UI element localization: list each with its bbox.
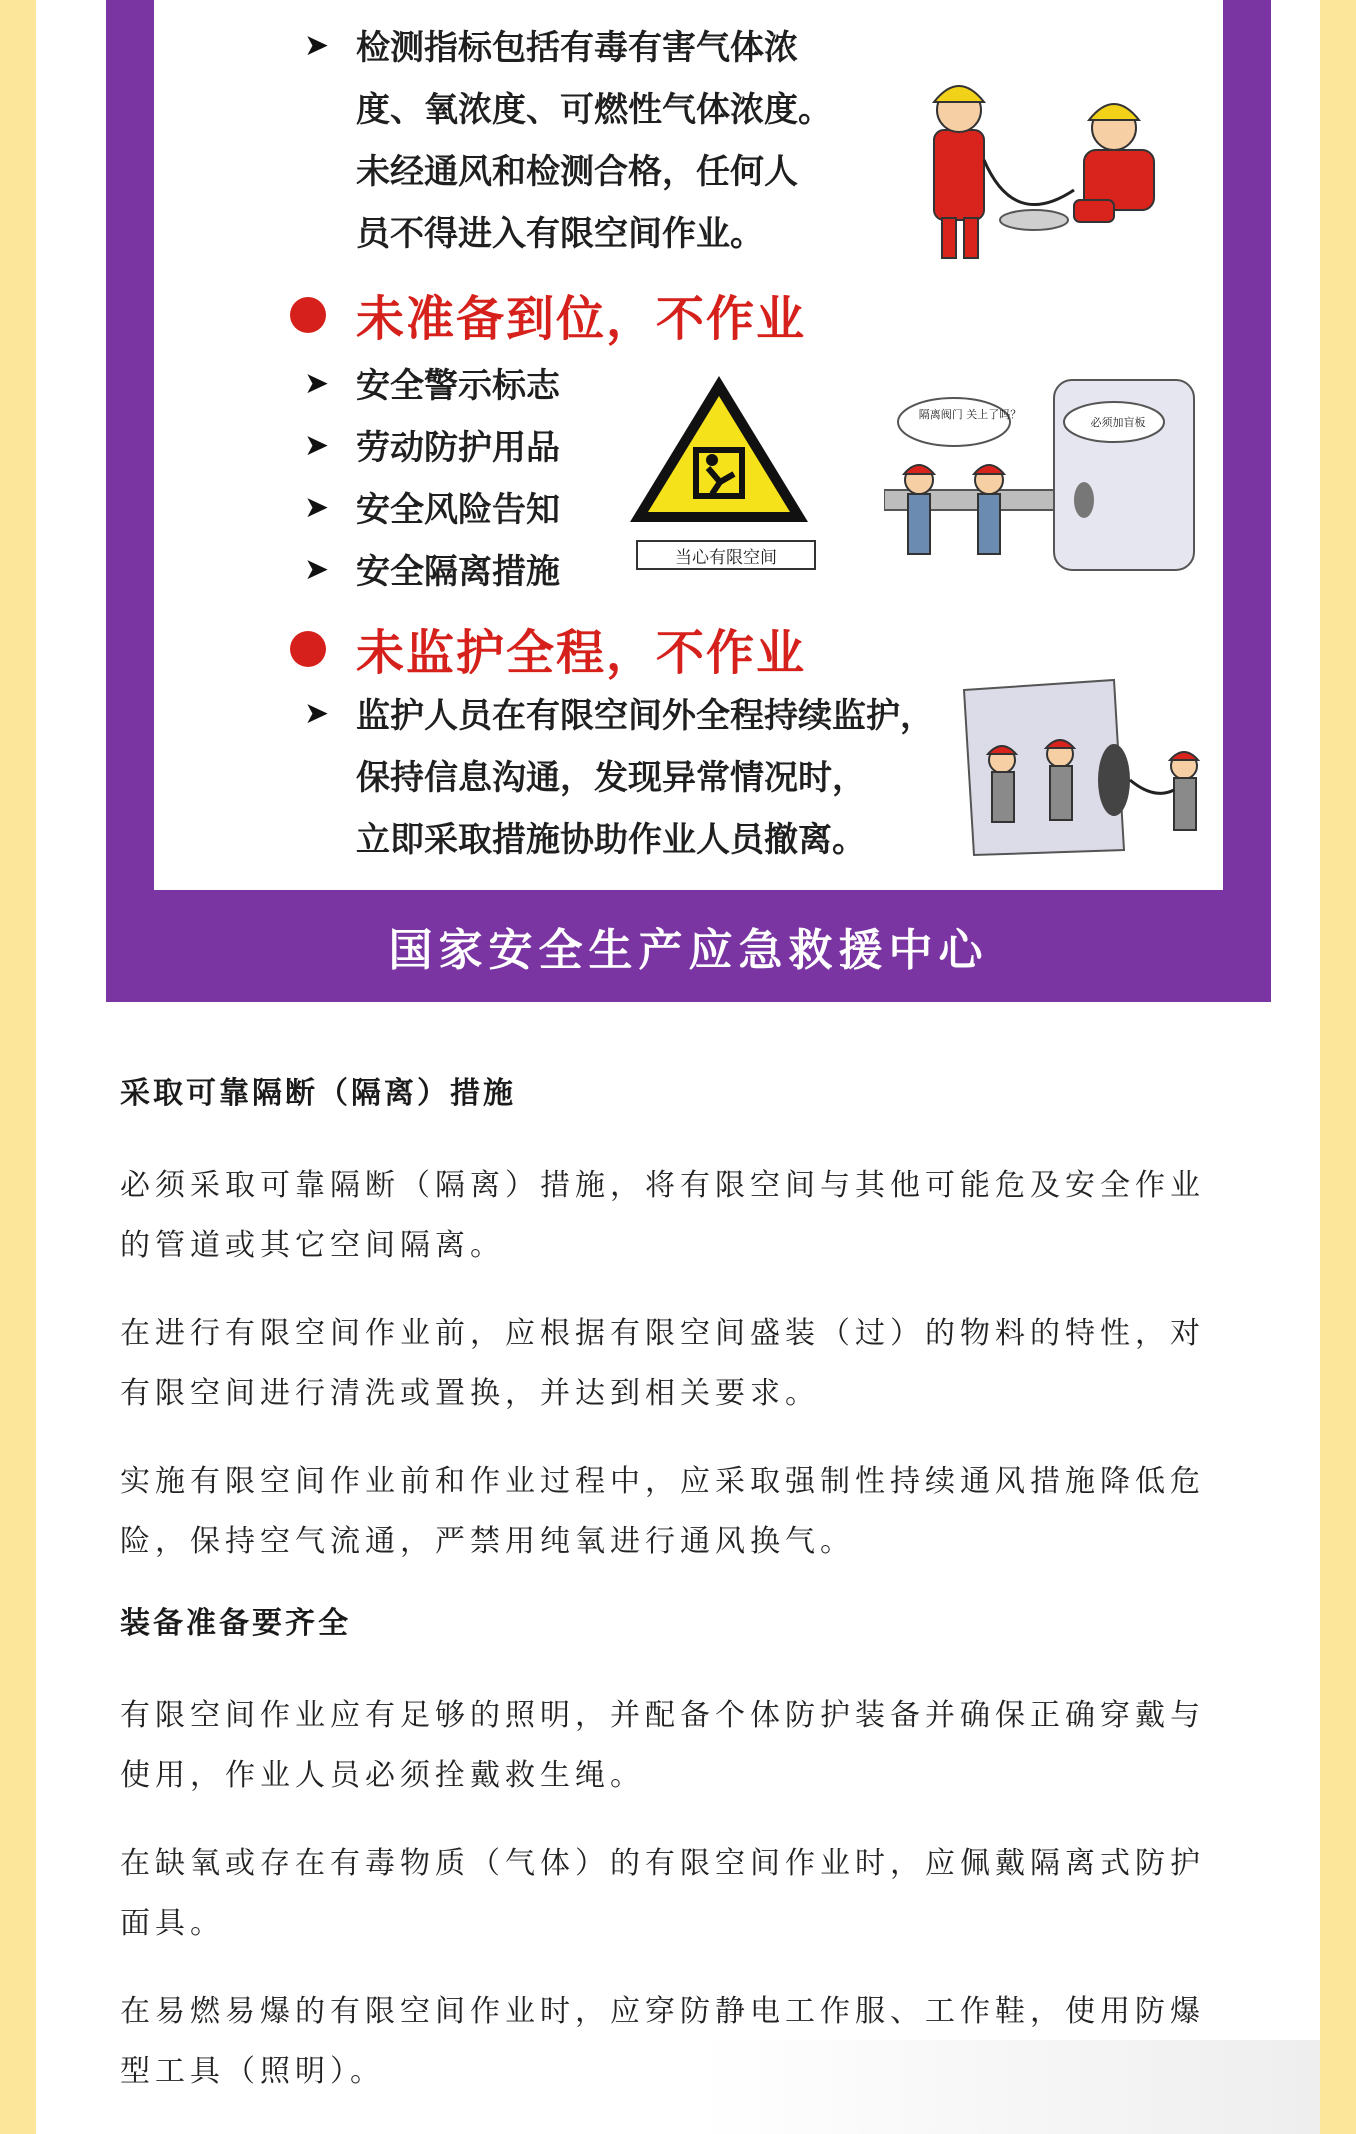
red-dot-icon	[290, 297, 326, 333]
section-heading-isolation: 采取可靠隔断（隔离）措施	[120, 1076, 516, 1111]
poster-content	[154, 0, 1223, 890]
s3-line-2: 保持信息沟通，发现异常情况时，	[356, 758, 866, 798]
confined-space-warning-sign-icon	[624, 370, 814, 530]
chevron-bullet-icon: ➤	[304, 552, 330, 587]
safety-poster	[106, 0, 1271, 1002]
s2-item-3: 安全风险告知	[356, 490, 560, 530]
chevron-bullet-icon: ➤	[304, 28, 330, 63]
chevron-bullet-icon: ➤	[304, 696, 330, 731]
s2-item-2: 劳动防护用品	[356, 428, 560, 468]
workers-gas-detection-illustration	[914, 50, 1194, 270]
section-heading-equipment: 装备准备要齐全	[120, 1606, 351, 1641]
paragraph: 在易燃易爆的有限空间作业时，应穿防静电工作服、工作鞋，使用防爆型工具（照明）。	[120, 1994, 1205, 2089]
paragraph: 必须采取可靠隔断（隔离）措施，将有限空间与其他可能危及安全作业的管道或其它空间隔离。	[120, 1168, 1205, 1263]
s2-item-1: 安全警示标志	[356, 366, 560, 406]
sign-caption: 当心有限空间	[636, 540, 816, 570]
s3-line-1: 监护人员在有限空间外全程持续监护，	[356, 696, 934, 736]
s2-item-4: 安全隔离措施	[356, 552, 560, 592]
left-yellow-border	[0, 0, 36, 2134]
chevron-bullet-icon: ➤	[304, 490, 330, 525]
right-yellow-border	[1320, 0, 1356, 2134]
chevron-bullet-icon: ➤	[304, 428, 330, 463]
poster-footer-organization: 国家安全生产应急救援中心	[388, 925, 989, 976]
s1-line-4: 员不得进入有限空间作业。	[356, 214, 764, 254]
red-dot-icon	[290, 631, 326, 667]
s3-line-3: 立即采取措施协助作业人员撤离。	[356, 820, 866, 860]
section-heading-preparation: 未准备到位，不作业	[290, 280, 806, 349]
paragraph: 有限空间作业应有足够的照明，并配备个体防护装备并确保正确穿戴与使用，作业人员必须拴戴救生绳。	[120, 1698, 1205, 1793]
bottom-shadow	[700, 2040, 1320, 2134]
paragraph: 在缺氧或存在有毒物质（气体）的有限空间作业时，应佩戴隔离式防护面具。	[120, 1846, 1205, 1941]
s1-line-3: 未经通风和检测合格，任何人	[356, 152, 798, 192]
speech-bubble-left: 隔离阀门 关上了吗？	[918, 408, 1022, 421]
chevron-bullet-icon: ➤	[304, 366, 330, 401]
s1-line-1: 检测指标包括有毒有害气体浓	[356, 28, 798, 68]
workers-monitoring-illustration	[954, 670, 1216, 860]
workers-isolation-tank-illustration	[884, 370, 1214, 580]
paragraph: 实施有限空间作业前和作业过程中，应采取强制性持续通风措施降低危险，保持空气流通，严禁用纯氧进行通风换气。	[120, 1464, 1205, 1559]
s1-line-2: 度、氧浓度、可燃性气体浓度。	[356, 90, 832, 130]
paragraph: 在进行有限空间作业前，应根据有限空间盛装（过）的物料的特性，对有限空间进行清洗或置换，并达到相关要求。	[120, 1316, 1205, 1411]
section-heading-monitoring: 未监护全程，不作业	[290, 614, 806, 683]
speech-bubble-right: 必须加盲板	[1090, 416, 1146, 429]
